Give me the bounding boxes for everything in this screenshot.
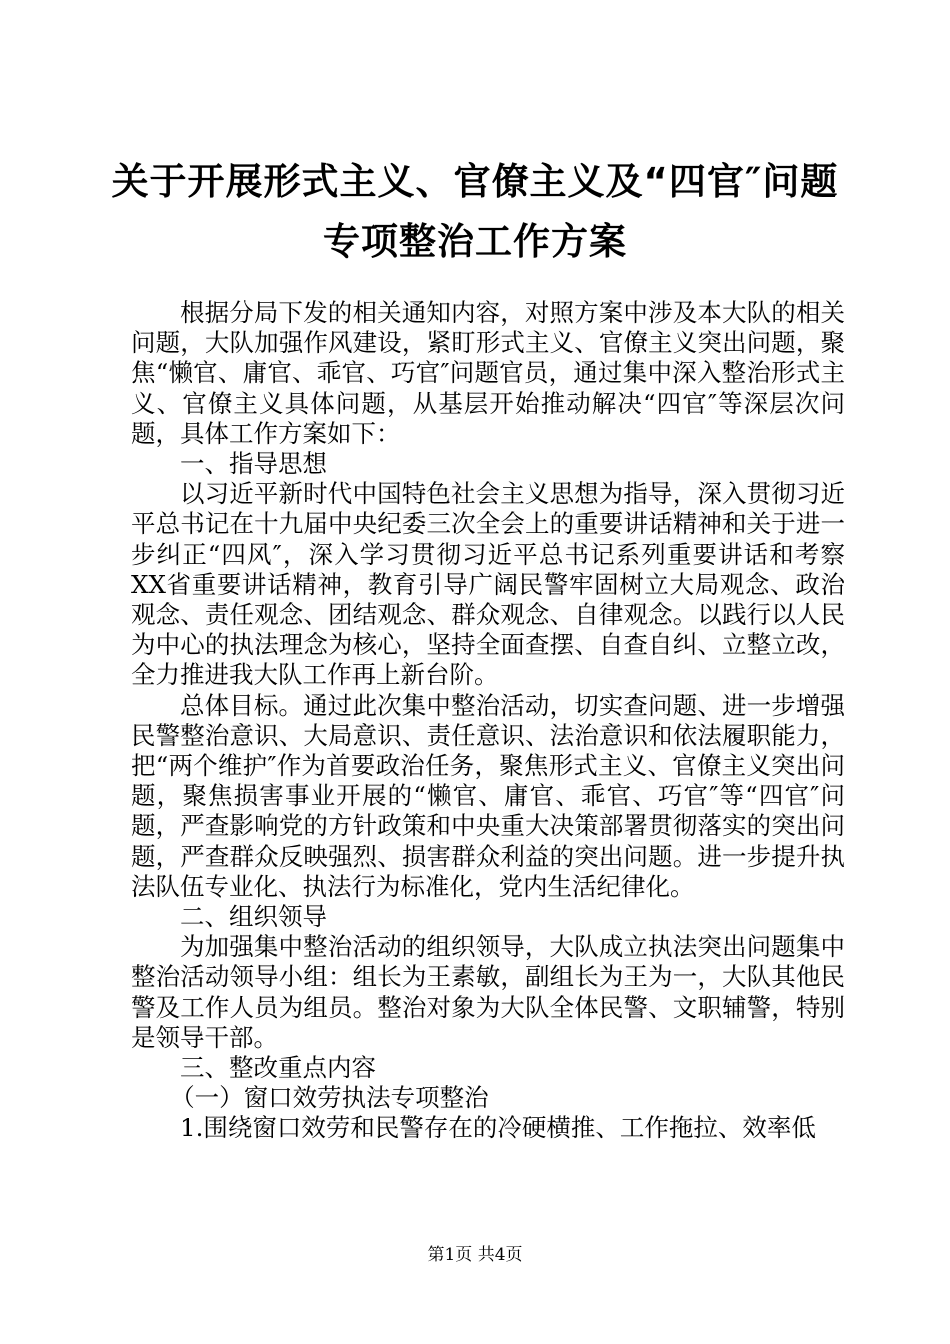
guiding-ideology-paragraph: 以习近平新时代中国特色社会主义思想为指导，深入贯彻习近平总书记在十九届中央纪委三次全会上的重要讲话精神和关于进一步纠正“四风″，深入学习贯彻习近平总书记系列重要讲话和考察XX省重要讲话精神，教育引导广阔民警牢固树立大局观念、政治观念、责任观念、团结观念、群众观念、自律观念。以践行以人民为中心的执法理念为核心，坚持全面查摆、自查自纠、立整立改，全力推进我大队工作再上新台阶。 [131,479,845,690]
intro-paragraph: 根据分局下发的相关通知内容，对照方案中涉及本大队的相关问题，大队加强作风建设，紧盯形式主义、官僚主义突出问题，聚焦“懒官、庸官、乖官、巧官″问题官员，通过集中深入整治形式主义、官僚主义具体问题，从基层开始推动解决“四官″等深层次问题，具体工作方案如下： [131,298,845,448]
section-heading-key-content: 三、整改重点内容 [180,1053,376,1083]
item-paragraph-1: 1.围绕窗口效劳和民警存在的冷硬横推、工作拖拉、效率低 [180,1113,816,1143]
overall-goal-paragraph: 总体目标。通过此次集中整治活动，切实查问题、进一步增强民警整治意识、大局意识、责任意识、法治意识和依法履职能力，把“两个维护″作为首要政治任务，聚焦形式主义、官僚主义突出问题，聚焦损害事业开展的“懒官、庸官、乖官、巧官″等“四官″问题，严查影响党的方针政策和中央重大决策部署贯彻落实的突出问题，严查群众反映强烈、损害群众利益的突出问题。进一步提升执法队伍专业化、执法行为标准化，党内生活纪律化。 [131,690,845,901]
page-number-footer: 第1页 共4页 [427,1245,523,1265]
document-body [131,298,845,1144]
section-heading-guiding-ideology: 一、指导思想 [180,449,327,479]
document-title-line-2: 专项整治工作方案 [323,220,627,263]
subsection-heading-window-service: （一）窗口效劳执法专项整治 [170,1083,489,1113]
section-heading-organization: 二、组织领导 [180,902,327,932]
document-title-line-1: 关于开展形式主义、官僚主义及“四官″问题 [111,160,839,203]
organization-paragraph: 为加强集中整治活动的组织领导，大队成立执法突出问题集中整治活动领导小组：组长为王素敏，副组长为王为一，大队其他民警及工作人员为组员。整治对象为大队全体民警、文职辅警，特别是领导干部。 [131,932,845,1052]
